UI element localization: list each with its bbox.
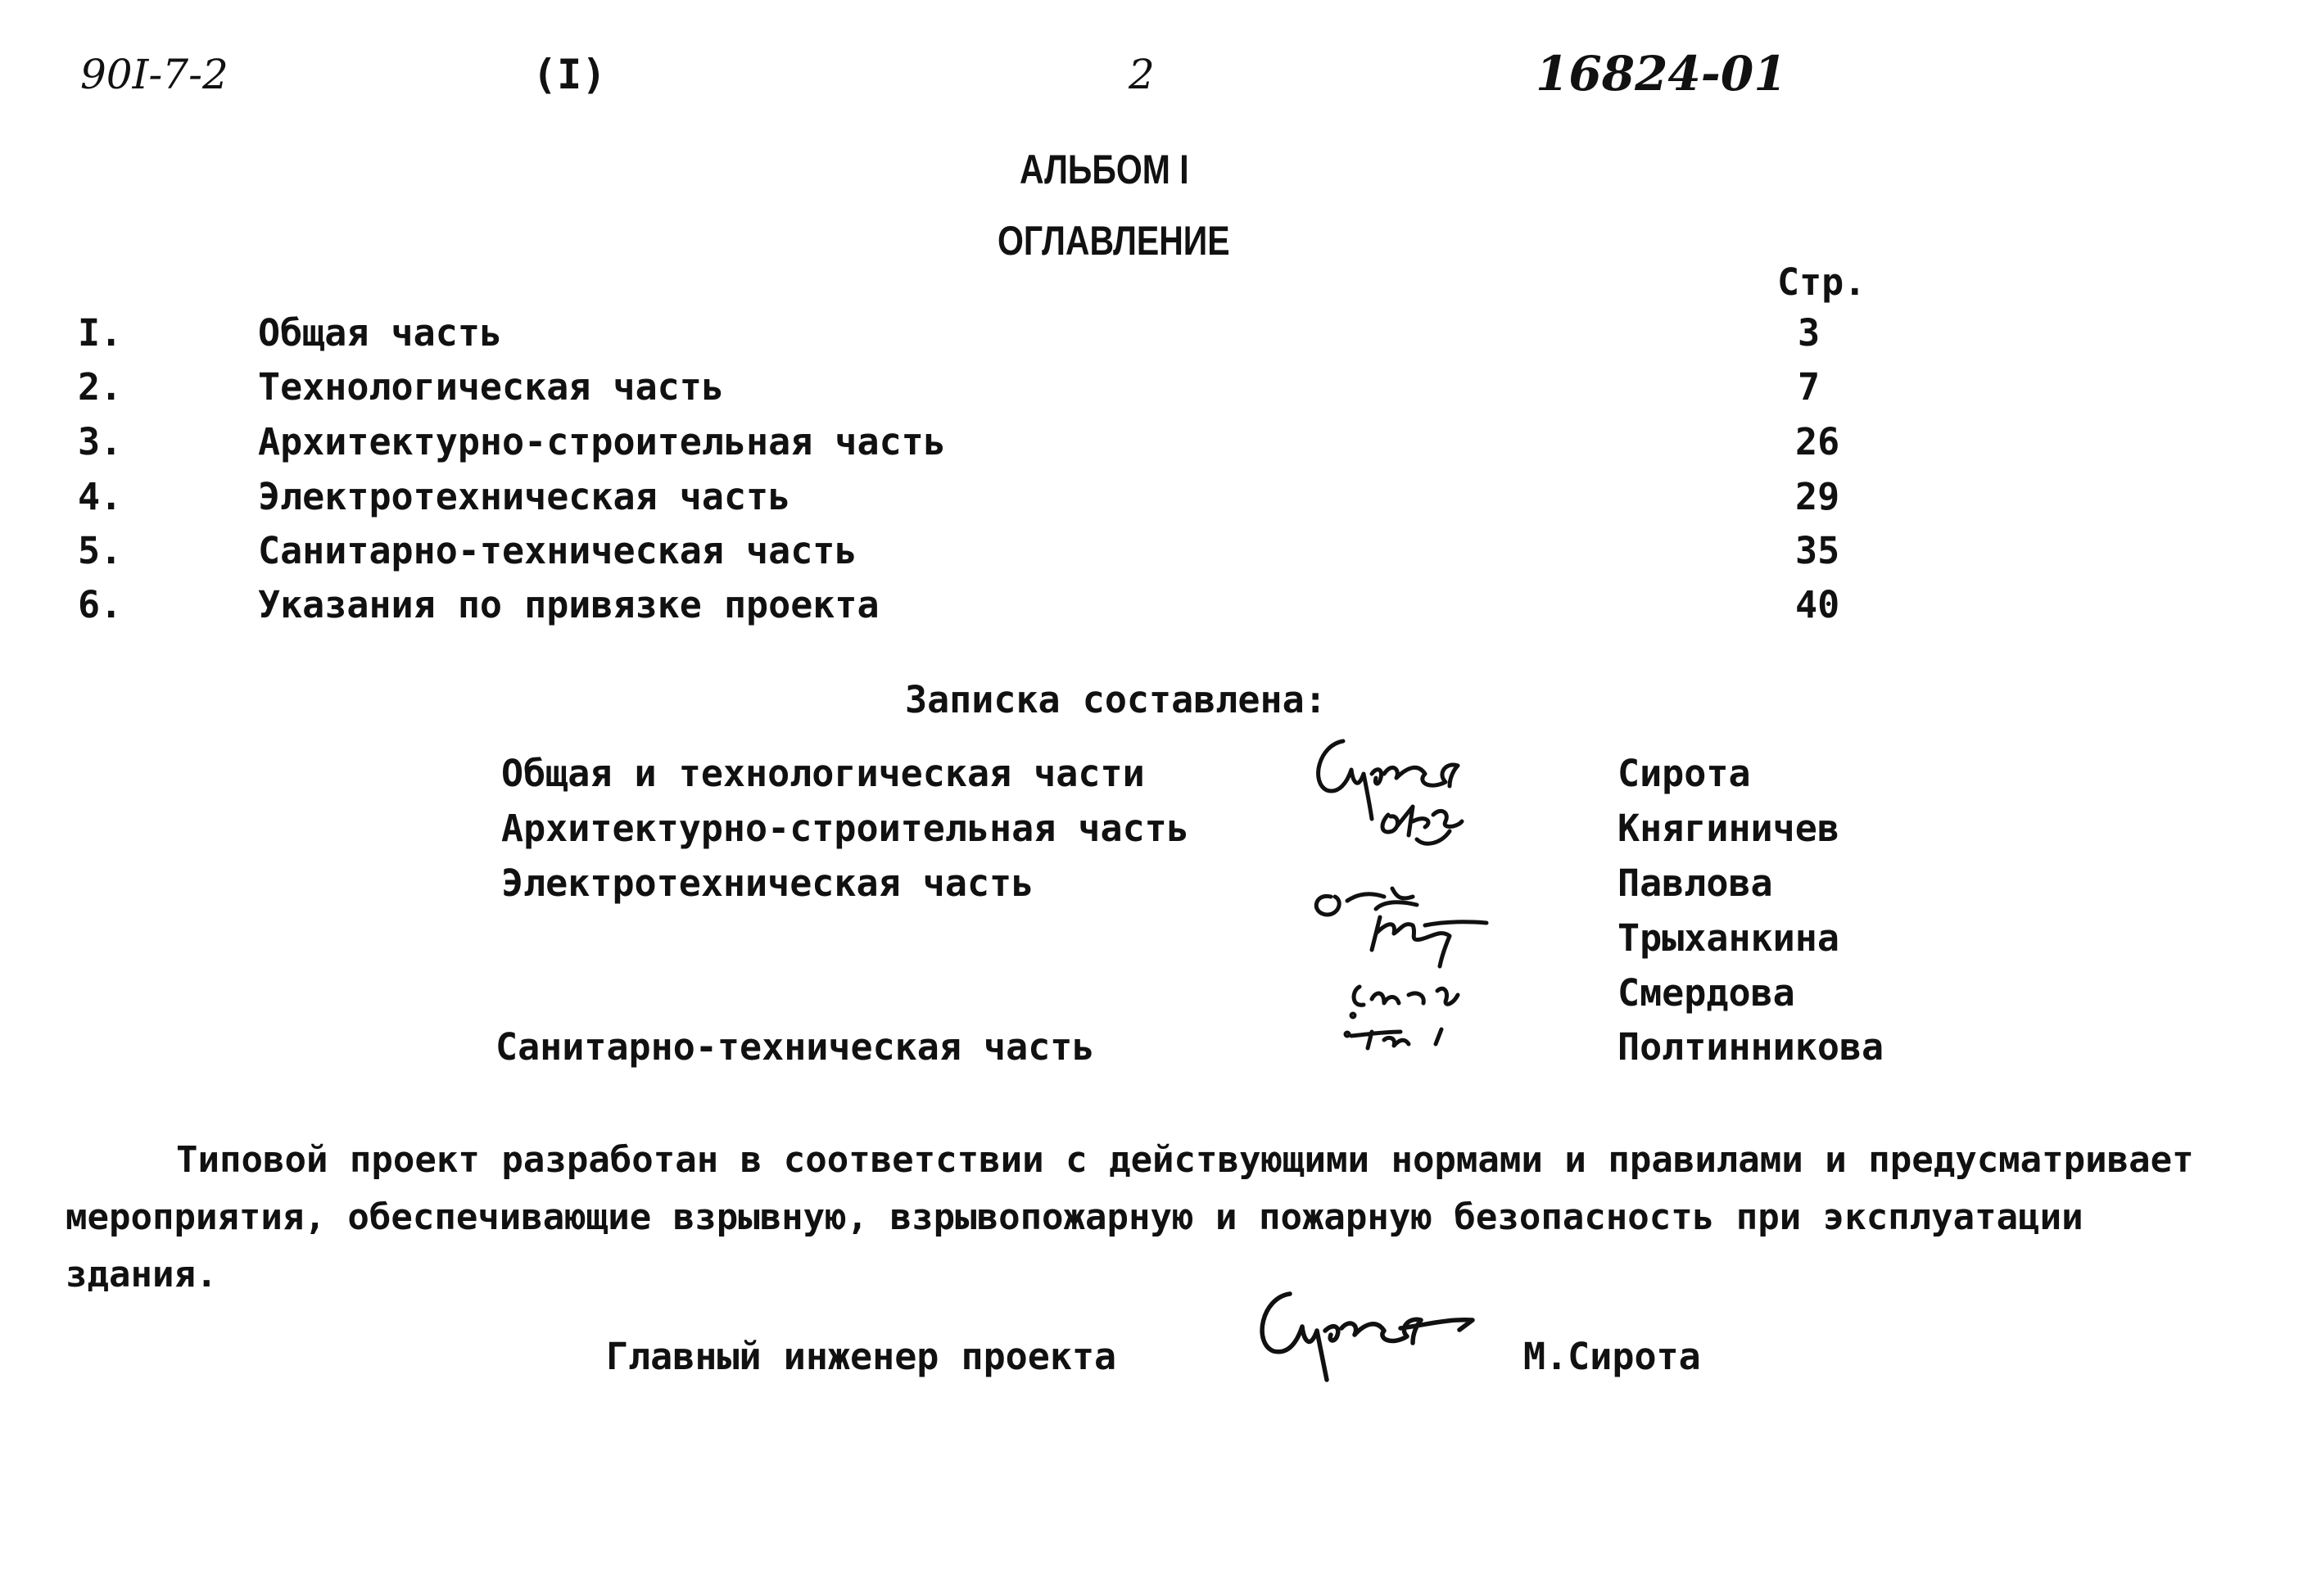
- toc-label: Архитектурно-строительная часть: [258, 420, 946, 463]
- toc-num: I.: [78, 311, 123, 355]
- album-title: АЛЬБОМ I: [1020, 147, 1189, 192]
- compiler-name: Павлова: [1617, 861, 1773, 905]
- chief-engineer-signature: [1245, 1277, 1507, 1392]
- compiler-name: Княгиничев: [1617, 807, 1839, 850]
- toc-label: Санитарно-техническая часть: [258, 529, 857, 572]
- statement-line: мероприятия, обеспечивающие взрывную, взрывопожарную и пожарную безопасность при эксплуатации: [66, 1196, 2083, 1238]
- inventory-number: 16824-01: [1536, 46, 1787, 102]
- toc-label: Электротехническая часть: [258, 475, 791, 518]
- compiled-by-heading: Записка составлена:: [905, 678, 1327, 721]
- toc-page: 3: [1798, 311, 1821, 355]
- compiler-name: Смердова: [1617, 971, 1795, 1015]
- toc-num: 4.: [78, 475, 123, 518]
- compiled-section: Электротехническая часть: [501, 861, 1034, 905]
- toc-num: 6.: [78, 583, 123, 626]
- album-number: (I): [532, 51, 607, 98]
- toc-page: 26: [1795, 420, 1840, 463]
- toc-num: 3.: [78, 420, 123, 463]
- compiler-name: Сирота: [1617, 752, 1751, 795]
- statement-line: Типовой проект разработан в соответствии с действующими нормами и правилами и предусматривает: [176, 1139, 2194, 1181]
- compiler-name: Полтинникова: [1617, 1025, 1884, 1069]
- toc-page: 29: [1795, 475, 1840, 518]
- toc-title: ОГЛАВЛЕНИЕ: [998, 218, 1230, 264]
- compiled-section: Общая и технологическая части: [501, 752, 1145, 795]
- toc-num: 2.: [78, 365, 123, 409]
- compiled-section: Архитектурно-строительная часть: [501, 807, 1189, 850]
- compiled-section: Санитарно-техническая часть: [495, 1025, 1095, 1069]
- statement-line: здания.: [66, 1254, 218, 1295]
- toc-page-header: Стр.: [1777, 260, 1866, 304]
- chief-engineer-title: Главный инженер проекта: [606, 1335, 1117, 1378]
- toc-page: 7: [1798, 365, 1821, 409]
- series-code: 90I-7-2: [80, 51, 228, 98]
- signatures-image: [1302, 725, 1548, 1069]
- toc-page: 35: [1795, 529, 1840, 572]
- toc-label: Указания по привязке проекта: [258, 583, 880, 626]
- toc-label: Общая часть: [258, 311, 503, 355]
- compiler-name: Трыханкина: [1617, 916, 1839, 960]
- toc-label: Технологическая часть: [258, 365, 724, 409]
- toc-page: 40: [1795, 583, 1840, 626]
- page-number: 2: [1129, 51, 1155, 98]
- toc-num: 5.: [78, 529, 123, 572]
- chief-engineer-name: М.Сирота: [1523, 1335, 1701, 1378]
